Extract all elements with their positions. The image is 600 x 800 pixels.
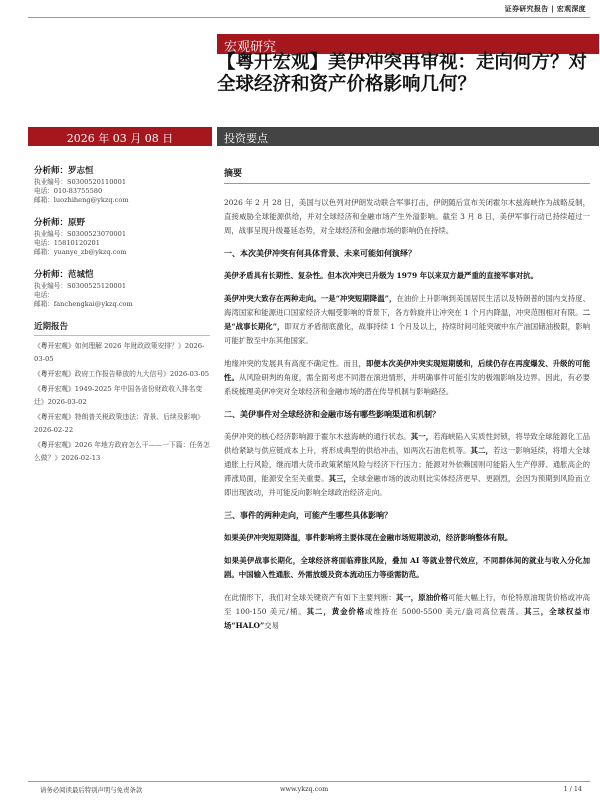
report-title: 【粤开宏观】美伊冲突再审视：走向何方？对全球经济和资产价格影响几何？: [217, 52, 588, 95]
recent-report-link[interactable]: [34, 383, 212, 409]
bold-text: 其三，全球权益市场“HALO”: [224, 607, 590, 630]
report-text: 1949-2025 年中国各省份财政收入排名变迁》2026-03-02: [34, 385, 203, 406]
recent-report-link[interactable]: [34, 439, 212, 465]
analyst-label: 分析师：: [34, 218, 69, 228]
analyst-name: 罗志恒: [68, 166, 94, 176]
body-text: 美伊冲突的核心经济影响源于霍尔木兹海峡的通行状态。: [224, 432, 411, 441]
body-text: 若这一影响延续，将增大全球通胀上行风险，继而增大货币政策紧缩风险与经济下行压力；能源对外依赖国则可能陷入生产停滞、通胀高企的滞涨局面，能源安全至关重要。: [224, 446, 590, 483]
report-text: 2026 年地方政府怎么干——一下篇：任务怎么做？》2026-02-13: [34, 441, 210, 462]
bold-text: 即便本次美伊冲突实现短期缓和，后续仍存在再度爆发、升级的可能性。: [224, 359, 590, 382]
footer-website-link[interactable]: www.ykzq.com: [280, 785, 329, 793]
section-heading: 三、事件的两种走向，可能产生哪些具体影响？: [224, 510, 392, 520]
bold-text: 美伊矛盾具有长期性、复杂性。但本次冲突已升级为 1979 年以来双方最严重的直接军事对抗。: [224, 271, 538, 280]
paragraph: [224, 357, 590, 399]
analyst-email[interactable]: 邮箱：yuanye_zb@ykzq.com: [34, 248, 127, 256]
body-text: 或维持在 5000-5500 美元/盎司高位震荡。: [365, 607, 525, 616]
report-text: 政府工作报告释放的九大信号》2026-03-05: [74, 370, 210, 378]
sidebar: [34, 164, 212, 467]
bold-text: 其一，: [410, 432, 434, 441]
report-text: 特朗普关税政策违法：背景、后续及影响》2026-02-22: [34, 413, 204, 434]
section-bar: [217, 127, 599, 146]
page-number: 1 / 14: [563, 785, 582, 793]
section-bar-label: 投资要点: [224, 132, 268, 145]
bold-text: 二是“战事长期化”，: [224, 308, 590, 331]
header-divider: [28, 17, 590, 18]
bold-text: 其一，原油价格: [395, 593, 449, 602]
body-text: 即双方矛盾彻底激化，战事持续 1 个月及以上，持续时间可能突破中东产油国储油极限，影响可能扩散至中东其他国家。: [224, 322, 590, 345]
footer-divider: [28, 781, 590, 782]
recent-report-link[interactable]: [34, 411, 212, 437]
body-text: 可能大幅上行，布伦特原油现货价格或冲高至 100-150 美元/桶。: [224, 593, 590, 616]
bold-text: 其二，: [470, 446, 493, 455]
report-tag: 《粤开宏观》: [34, 441, 75, 449]
analyst-email[interactable]: 邮箱：luozhiheng@ykzq.com: [34, 196, 129, 204]
analyst-label: 分析师：: [34, 270, 69, 280]
analyst-label: 分析师：: [34, 166, 69, 176]
analyst-license: 执业编号：S0300520110001: [34, 178, 127, 186]
analyst-name-row: [34, 216, 212, 228]
page-footer: [0, 785, 600, 797]
summary-title: 摘要: [224, 166, 590, 184]
main-content: [224, 166, 590, 642]
paragraph: [224, 430, 590, 500]
paragraph: [224, 591, 590, 633]
paragraph: [224, 269, 590, 283]
recent-reports-title: 近期报告: [34, 320, 210, 336]
footer-disclaimer: 请务必阅读最后特别声明与免责条款: [40, 786, 143, 794]
section-heading: 一、本次美伊冲突有何具体背景、未来可能如何演绎？: [224, 248, 416, 258]
body-text: 全球金融市场的波动则比实体经济更早、更剧烈，会因为预期到风险而立即出现波动，并可能反向影响全球政治经济走向。: [224, 474, 590, 497]
body-text: 在此情形下，我们对全球关键资产有如下主要判断：: [224, 593, 396, 602]
report-tag: 《粤开宏观》: [34, 342, 75, 350]
report-text: 如何理解 2026 年财政政策安排？》2026-03-05: [34, 342, 205, 363]
bold-text: 其三，: [328, 474, 352, 483]
date-bar: [28, 127, 212, 146]
body-text: 从风险研判的角度，需全面考虑不同潜在演进情形，并明确事件可能引发的极端影响及边界。因此，有必要系统梳理美伊冲突对全球经济和金融市场的潜在传导机制与影响路径。: [224, 373, 590, 396]
body-text: 交易: [264, 621, 280, 630]
category-bar: [217, 34, 599, 54]
report-tag: 《粤开宏观》: [34, 370, 75, 378]
bold-text: 如果美伊战事长期化，全球经济将面临滞胀风险，叠加 AI 等就业替代效应，不同群体间的就业与收入分化加剧。中国输入性通胀、外需放缓及资本流动压力等亟需防范。: [224, 556, 590, 579]
body-text: 若海峡陷入实质性封锁，将导致全球能源化工品供给紧缺与供应链成本上升，将形成典型的供给冲击，如两次石油危机等。: [224, 432, 590, 455]
analyst-block: [34, 268, 212, 309]
bold-text: 其二，黄金价格: [306, 607, 366, 616]
analyst-block: [34, 164, 212, 205]
analyst-name-row: [34, 268, 212, 280]
paragraph: 2026 年 2 月 28 日，美国与以色列对伊朗发动联合军事打击，伊朗随后宣布关闭霍尔木兹海峡作为战略反制，直接威胁全球能源供给，并对全球经济和金融市场产生外溢影响。截至 3 月 8 日，美伊军事行动已持续超过一周，战事呈现升级蔓延态势，对全球经济和金融市场的影响仍在持续。: [224, 198, 590, 235]
analyst-license: 执业编号：S0300523070001: [34, 230, 127, 238]
report-tag: 《粤开宏观》: [34, 385, 75, 393]
paragraph: [224, 531, 590, 545]
recent-report-link[interactable]: [34, 340, 212, 366]
body-text: 在油价上升影响到美国居民生活以及特朗普的国内支持度、海湾国家和能源进口国家经济大幅受影响的背景下，各方斡旋并让冲突在 1 个月内降温，冲突范围相对有限。: [224, 294, 590, 317]
paragraph: [224, 554, 590, 582]
analyst-phone: 电话：010-83755580: [34, 187, 103, 195]
bold-text: 如果美伊冲突短期降温，事件影响将主要体现在金融市场短期波动，经济影响整体有限。: [224, 533, 513, 542]
page-header: [0, 0, 600, 20]
section-heading: 二、美伊事件对全球经济和金融市场有哪些影响渠道和机制？: [224, 409, 440, 419]
header-report-type: 证券研究报告 | 宏观深度: [504, 5, 586, 13]
analyst-block: [34, 216, 212, 257]
analyst-name-row: [34, 164, 212, 176]
recent-report-link[interactable]: [34, 368, 212, 381]
analyst-license: 执业编号：S0300525120001: [34, 282, 127, 290]
report-date: 2026 年 03 月 08 日: [66, 132, 174, 145]
paragraph: [224, 292, 590, 348]
analyst-phone: 电话：: [34, 291, 54, 299]
analyst-name: 范城恺: [68, 270, 94, 280]
analyst-phone: 电话：15810120201: [34, 239, 100, 247]
analyst-email[interactable]: 邮箱：fanchengkai@ykzq.com: [34, 300, 133, 308]
analyst-name: 原野: [68, 218, 86, 228]
category-label: 宏观研究: [224, 40, 277, 55]
body-text: 地缘冲突的发展具有高度不确定性。而且，: [224, 359, 366, 368]
bold-text: 美伊冲突大致存在两种走向。一是“冲突短期降温”，: [224, 294, 397, 303]
report-tag: 《粤开宏观》: [34, 413, 75, 421]
